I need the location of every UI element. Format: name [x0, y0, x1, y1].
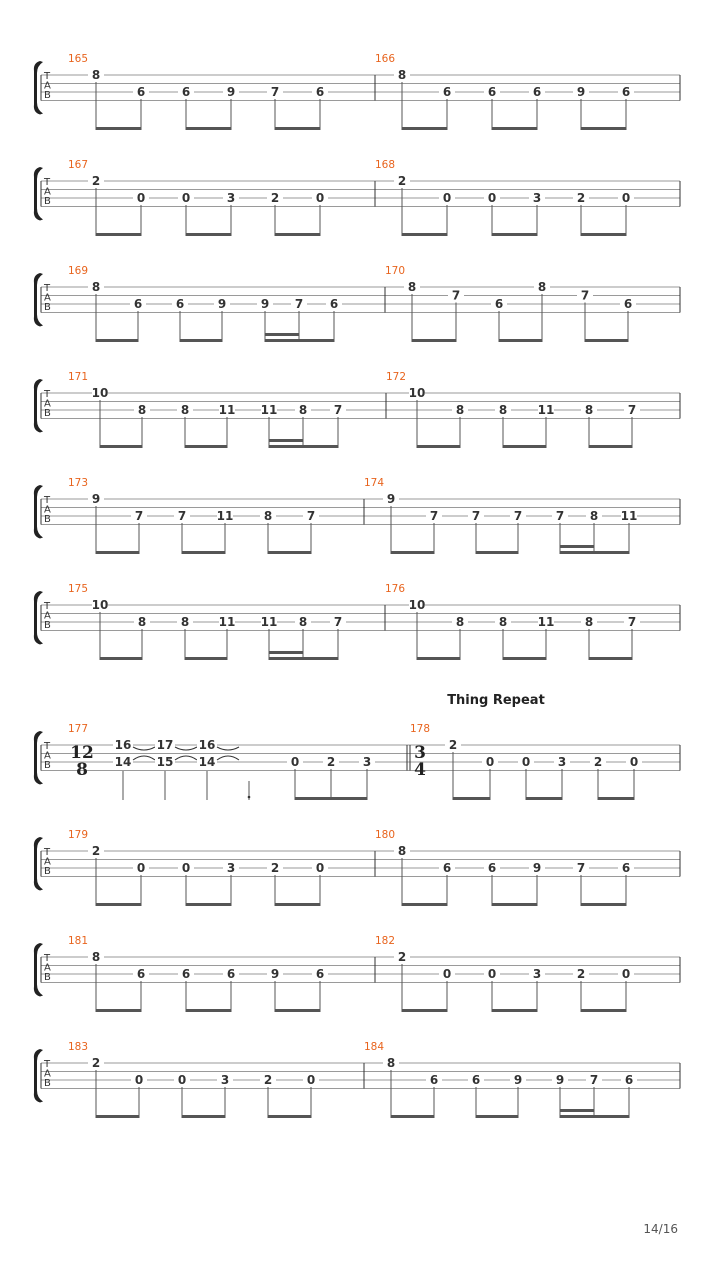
- fret-number: 11: [537, 403, 555, 417]
- tab-letter: B: [44, 760, 51, 771]
- fret-number: 2: [576, 967, 586, 981]
- system-bracket: [34, 731, 43, 785]
- fret-number: 0: [306, 1073, 316, 1087]
- fret-number: 11: [537, 615, 555, 629]
- fret-number: 3: [532, 967, 542, 981]
- beam: [598, 797, 634, 800]
- fret-number: 7: [555, 509, 565, 523]
- beam: [96, 1009, 141, 1012]
- beam: [412, 339, 456, 342]
- fret-number: 0: [134, 1073, 144, 1087]
- time-signature-bottom: 8: [76, 760, 88, 780]
- fret-number: 6: [136, 85, 146, 99]
- beam: [100, 445, 142, 448]
- fret-number: 6: [623, 297, 633, 311]
- fret-number: 7: [333, 615, 343, 629]
- fret-number: 3: [226, 861, 236, 875]
- tab-letter: T: [44, 953, 51, 964]
- beam: [100, 657, 142, 660]
- beam: [526, 797, 562, 800]
- fret-number: 8: [397, 68, 407, 82]
- beam: [268, 551, 311, 554]
- beam: [275, 903, 320, 906]
- fret-number: 14: [198, 755, 216, 769]
- tab-letter: T: [44, 1059, 51, 1070]
- fret-number: 0: [442, 967, 452, 981]
- tab-letter: A: [44, 398, 51, 410]
- fret-number: 2: [91, 1056, 101, 1070]
- system-bracket: [34, 379, 43, 433]
- sub-beam: [560, 545, 594, 548]
- fret-number: 2: [448, 738, 458, 752]
- measure-number: 165: [68, 53, 89, 65]
- fret-number: 6: [494, 297, 504, 311]
- fret-number: 9: [260, 297, 270, 311]
- beam: [185, 657, 227, 660]
- fret-number: 6: [487, 85, 497, 99]
- fret-number: 7: [576, 861, 586, 875]
- beam: [402, 233, 447, 236]
- fret-number: 10: [408, 386, 426, 400]
- page-number: 14/16: [643, 1222, 678, 1236]
- beam: [275, 1009, 320, 1012]
- fret-number: 2: [91, 174, 101, 188]
- fret-number: 2: [593, 755, 603, 769]
- dot: [248, 796, 251, 799]
- fret-number: 9: [555, 1073, 565, 1087]
- beam: [499, 339, 542, 342]
- fret-number: 8: [263, 509, 273, 523]
- measure-number: 178: [410, 723, 431, 735]
- fret-number: 6: [315, 85, 325, 99]
- beam: [417, 445, 460, 448]
- beam: [476, 1115, 518, 1118]
- fret-number: 11: [218, 615, 236, 629]
- beam: [581, 127, 626, 130]
- beam: [589, 445, 632, 448]
- beam: [581, 1009, 626, 1012]
- tab-letter: A: [44, 962, 51, 974]
- fret-number: 6: [624, 1073, 634, 1087]
- fret-number: 7: [627, 403, 637, 417]
- fret-number: 11: [260, 403, 278, 417]
- sub-beam: [265, 333, 299, 336]
- beam: [492, 1009, 537, 1012]
- beam: [560, 551, 629, 554]
- beam: [402, 903, 447, 906]
- fret-number: 6: [181, 967, 191, 981]
- fret-number: 7: [589, 1073, 599, 1087]
- fret-number: 6: [329, 297, 339, 311]
- fret-number: 9: [270, 967, 280, 981]
- fret-number: 6: [442, 861, 452, 875]
- fret-number: 7: [513, 509, 523, 523]
- tab-letter: B: [44, 90, 51, 101]
- beam: [180, 339, 222, 342]
- fret-number: 3: [362, 755, 372, 769]
- fret-number: 0: [487, 191, 497, 205]
- system-bracket: [34, 485, 43, 539]
- beam: [185, 445, 227, 448]
- beam: [96, 127, 141, 130]
- tab-letter: A: [44, 504, 51, 516]
- fret-number: 7: [333, 403, 343, 417]
- fret-number: 2: [270, 191, 280, 205]
- tab-letter: T: [44, 177, 51, 188]
- beam: [96, 339, 138, 342]
- tie-arc: [217, 756, 239, 760]
- beam: [182, 1115, 225, 1118]
- fret-number: 2: [270, 861, 280, 875]
- fret-number: 7: [294, 297, 304, 311]
- measure-number: 171: [68, 371, 89, 383]
- beam: [269, 445, 338, 448]
- tab-letter: T: [44, 71, 51, 82]
- fret-number: 8: [91, 950, 101, 964]
- fret-number: 8: [91, 280, 101, 294]
- fret-number: 6: [487, 861, 497, 875]
- fret-number: 2: [397, 950, 407, 964]
- beam: [560, 1115, 629, 1118]
- measure-number: 172: [386, 371, 407, 383]
- sub-beam: [269, 651, 303, 654]
- fret-number: 8: [180, 403, 190, 417]
- tab-letter: T: [44, 601, 51, 612]
- sub-beam: [560, 1109, 594, 1112]
- tab-letter: B: [44, 866, 51, 877]
- fret-number: 7: [580, 288, 590, 303]
- fret-number: 6: [429, 1073, 439, 1087]
- measure-number: 175: [68, 583, 89, 595]
- fret-number: 0: [181, 191, 191, 205]
- beam: [268, 1115, 311, 1118]
- fret-number: 0: [487, 967, 497, 981]
- tie-arc: [217, 747, 239, 750]
- fret-number: 8: [589, 509, 599, 523]
- fret-number: 9: [386, 492, 396, 506]
- fret-number: 0: [442, 191, 452, 205]
- fret-number: 6: [181, 85, 191, 99]
- fret-number: 0: [629, 755, 639, 769]
- tie-arc: [175, 747, 197, 750]
- fret-number: 7: [134, 509, 144, 523]
- beam: [186, 233, 231, 236]
- sub-beam: [269, 439, 303, 442]
- fret-number: 8: [91, 68, 101, 82]
- time-signature-bottom: 4: [414, 760, 426, 780]
- tab-letter: A: [44, 856, 51, 868]
- tab-letter: T: [44, 389, 51, 400]
- fret-number: 8: [498, 403, 508, 417]
- fret-number: 0: [521, 755, 531, 769]
- beam: [492, 127, 537, 130]
- tab-letter: B: [44, 408, 51, 419]
- measure-number: 173: [68, 477, 89, 489]
- fret-number: 0: [177, 1073, 187, 1087]
- fret-number: 6: [133, 297, 143, 311]
- fret-number: 10: [408, 598, 426, 612]
- system-bracket: [34, 273, 43, 327]
- fret-number: 16: [114, 738, 132, 752]
- fret-number: 6: [226, 967, 236, 981]
- beam: [275, 127, 320, 130]
- beam: [453, 797, 490, 800]
- tab-letter: T: [44, 847, 51, 858]
- fret-number: 7: [270, 85, 280, 99]
- fret-number: 9: [576, 85, 586, 99]
- beam: [391, 551, 434, 554]
- tab-letter: B: [44, 514, 51, 525]
- beam: [182, 551, 225, 554]
- system-bracket: [34, 591, 43, 645]
- tab-letter: T: [44, 741, 51, 752]
- tab-letter: B: [44, 302, 51, 313]
- fret-number: 11: [218, 403, 236, 417]
- fret-number: 2: [326, 755, 336, 769]
- measure-number: 184: [364, 1041, 385, 1053]
- beam: [492, 233, 537, 236]
- fret-number: 0: [315, 191, 325, 205]
- beam: [96, 551, 139, 554]
- fret-number: 10: [91, 598, 109, 612]
- beam: [503, 657, 546, 660]
- fret-number: 11: [216, 509, 234, 523]
- measure-number: 174: [364, 477, 385, 489]
- beam: [476, 551, 518, 554]
- fret-number: 8: [397, 844, 407, 858]
- measure-number: 169: [68, 265, 89, 277]
- beam: [265, 339, 334, 342]
- measure-number: 176: [385, 583, 406, 595]
- beam: [96, 1115, 139, 1118]
- beam: [585, 339, 628, 342]
- fret-number: 7: [471, 509, 481, 523]
- beam: [96, 903, 141, 906]
- tab-letter: B: [44, 196, 51, 207]
- tie-arc: [133, 747, 155, 750]
- beam: [402, 127, 447, 130]
- beam: [295, 797, 367, 800]
- measure-number: 181: [68, 935, 89, 947]
- fret-number: 8: [537, 280, 547, 294]
- fret-number: 8: [498, 615, 508, 629]
- measure-number: 166: [375, 53, 396, 65]
- fret-number: 6: [532, 85, 542, 99]
- fret-number: 7: [451, 288, 461, 303]
- fret-number: 7: [627, 615, 637, 629]
- tab-letter: T: [44, 283, 51, 294]
- beam: [581, 233, 626, 236]
- measure-number: 182: [375, 935, 396, 947]
- measure-number: 168: [375, 159, 396, 171]
- tab-letter: B: [44, 620, 51, 631]
- fret-number: 9: [91, 492, 101, 506]
- fret-number: 8: [584, 403, 594, 417]
- fret-number: 11: [260, 615, 278, 629]
- beam: [589, 657, 632, 660]
- measure-number: 177: [68, 723, 89, 735]
- fret-number: 14: [114, 755, 132, 769]
- fret-number: 8: [180, 615, 190, 629]
- fret-number: 0: [136, 861, 146, 875]
- fret-number: 6: [315, 967, 325, 981]
- beam: [186, 1009, 231, 1012]
- measure-number: 183: [68, 1041, 89, 1053]
- beam: [186, 127, 231, 130]
- fret-number: 8: [298, 403, 308, 417]
- section-label: Thing Repeat: [447, 693, 545, 708]
- system-bracket: [34, 167, 43, 221]
- fret-number: 9: [532, 861, 542, 875]
- tab-letter: A: [44, 610, 51, 622]
- fret-number: 0: [315, 861, 325, 875]
- system-bracket: [34, 837, 43, 891]
- measure-number: 180: [375, 829, 396, 841]
- beam: [391, 1115, 434, 1118]
- beam: [417, 657, 460, 660]
- fret-number: 11: [620, 509, 638, 523]
- beam: [503, 445, 546, 448]
- fret-number: 0: [136, 191, 146, 205]
- fret-number: 8: [386, 1056, 396, 1070]
- fret-number: 2: [263, 1073, 273, 1087]
- system-bracket: [34, 1049, 43, 1103]
- fret-number: 7: [306, 509, 316, 523]
- tab-letter: T: [44, 495, 51, 506]
- fret-number: 6: [471, 1073, 481, 1087]
- time-signature-top: 3: [414, 743, 426, 763]
- fret-number: 8: [455, 615, 465, 629]
- fret-number: 6: [175, 297, 185, 311]
- tab-letter: A: [44, 750, 51, 762]
- fret-number: 2: [576, 191, 586, 205]
- fret-number: 2: [397, 174, 407, 188]
- fret-number: 3: [220, 1073, 230, 1087]
- time-signature-top: 12: [70, 743, 94, 763]
- fret-number: 2: [91, 844, 101, 858]
- fret-number: 8: [137, 615, 147, 629]
- fret-number: 8: [407, 280, 417, 294]
- fret-number: 3: [557, 755, 567, 769]
- beam: [581, 903, 626, 906]
- fret-number: 8: [455, 403, 465, 417]
- beam: [269, 657, 338, 660]
- tab-letter: A: [44, 292, 51, 304]
- fret-number: 8: [137, 403, 147, 417]
- beam: [186, 903, 231, 906]
- fret-number: 9: [217, 297, 227, 311]
- fret-number: 7: [429, 509, 439, 523]
- tie-arc: [175, 756, 197, 760]
- system-bracket: [34, 943, 43, 997]
- measure-number: 167: [68, 159, 89, 171]
- tab-letter: A: [44, 1068, 51, 1080]
- fret-number: 6: [621, 861, 631, 875]
- fret-number: 8: [298, 615, 308, 629]
- fret-number: 0: [290, 755, 300, 769]
- fret-number: 6: [621, 85, 631, 99]
- measure-number: 179: [68, 829, 89, 841]
- tab-letter: A: [44, 80, 51, 92]
- fret-number: 9: [513, 1073, 523, 1087]
- fret-number: 3: [532, 191, 542, 205]
- fret-number: 0: [485, 755, 495, 769]
- beam: [96, 233, 141, 236]
- beam: [402, 1009, 447, 1012]
- fret-number: 8: [584, 615, 594, 629]
- tab-letter: A: [44, 186, 51, 198]
- fret-number: 3: [226, 191, 236, 205]
- beam: [492, 903, 537, 906]
- fret-number: 7: [177, 509, 187, 523]
- fret-number: 10: [91, 386, 109, 400]
- fret-number: 6: [442, 85, 452, 99]
- beam: [275, 233, 320, 236]
- system-bracket: [34, 61, 43, 115]
- fret-number: 0: [621, 967, 631, 981]
- fret-number: 9: [226, 85, 236, 99]
- tab-letter: B: [44, 1078, 51, 1089]
- tab-letter: B: [44, 972, 51, 983]
- fret-number: 16: [198, 738, 216, 752]
- fret-number: 0: [621, 191, 631, 205]
- fret-number: 6: [136, 967, 146, 981]
- tie-arc: [133, 756, 155, 760]
- fret-number: 15: [156, 755, 174, 769]
- measure-number: 170: [385, 265, 406, 277]
- fret-number: 0: [181, 861, 191, 875]
- fret-number: 17: [156, 738, 174, 752]
